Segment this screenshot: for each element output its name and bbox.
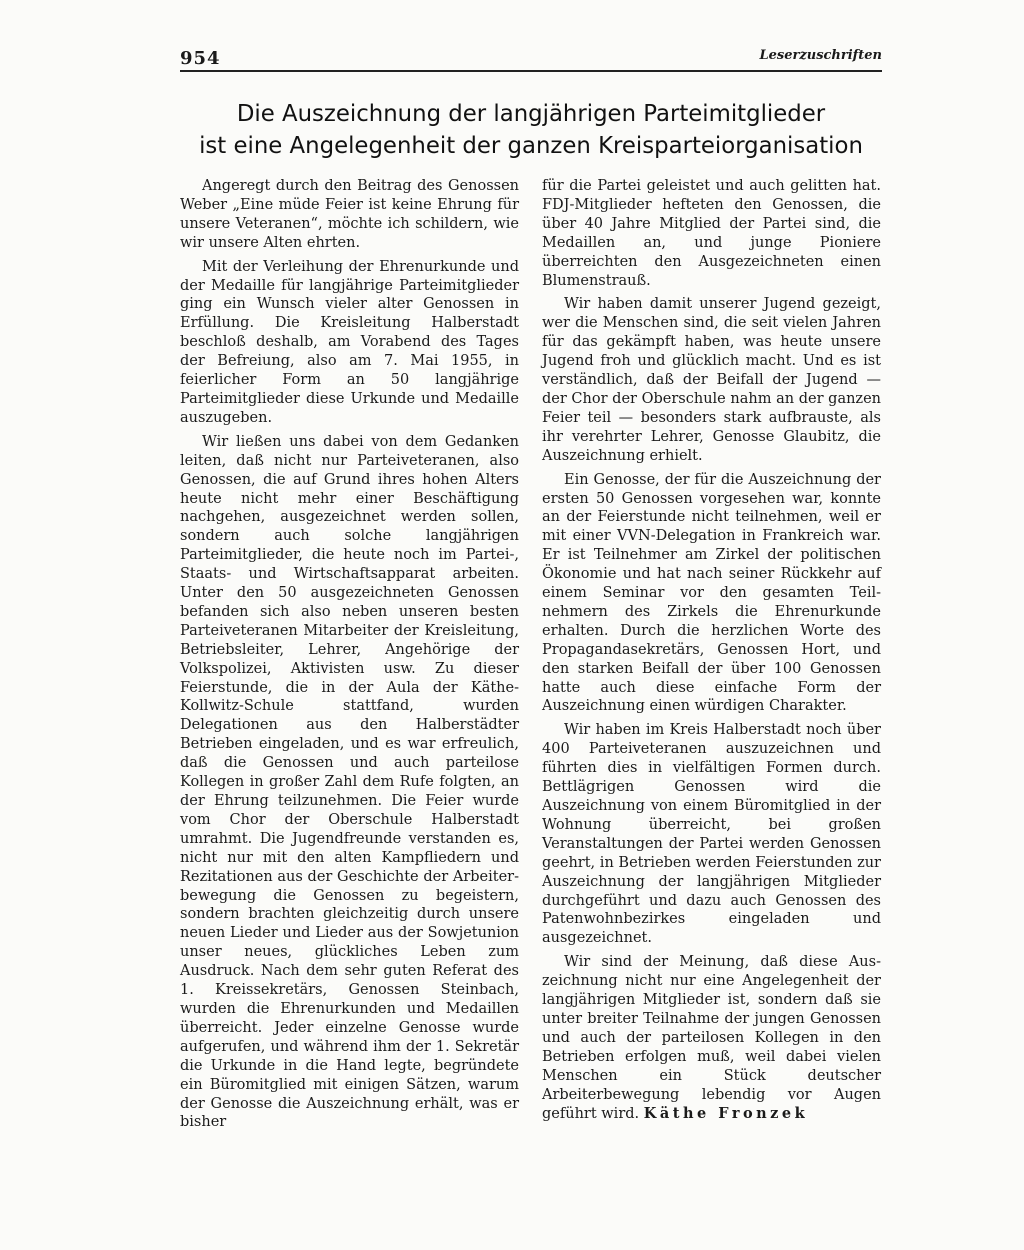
page-number: 954 <box>180 48 221 69</box>
left-column <box>180 177 519 1137</box>
paragraph: Wir haben im Kreis Halberstadt noch über 400 Parteiveteranen auszuzeichnen und führten dies in vielfältigen Formen durch. Bettlägrigen Genossen wird die Auszeichnung von einem Büromitglied in der Wohnung überreicht, bei großen Veranstaltungen der Partei werden Genossen geehrt, in Betrieben werden Feierstunden zur Auszeichnung der langjährigen Mitglieder durchgeführt und dazu auch Genossen des Patenwohnbezirkes eingeladen und ausgezeichnet. <box>542 722 881 947</box>
right-column <box>542 177 881 1128</box>
paragraph: Ein Genosse, der für die Auszeichnung der ersten 50 Genossen vorgesehen war, konnte an der Feierstunde nicht teilnehmen, weil er mit einer VVN-Delegation in Frankreich war. Er ist Teilnehmer am Zirkel der politischen Ökonomie und hat nach seiner Rückkehr auf einem Seminar vor den gesamten Teilnehmern des Zirkels die Ehrenurkunde erhalten. Durch die herzlichen Worte des Propagandasekretärs, Genossen Hort, und den starken Beifall der über 100 Genossen hatte auch diese einfache Form der Auszeichnung einen würdigen Charakter. <box>542 471 881 715</box>
paragraph: Mit der Verleihung der Ehrenurkunde und der Medaille für langjährige Parteimitglieder ging ein Wunsch vieler alter Genossen in Erfüllung. Die Kreisleitung Halberstadt beschloß deshalb, am Vorabend des Tages der Befreiung, also am 7. Mai 1955, in feierlicher Form an 50 langjährige Parteimitglieder diese Urkunde und Medaille auszugeben. <box>180 258 519 426</box>
header-rule <box>180 70 882 72</box>
paragraph: Wir haben damit unserer Jugend gezeigt, wer die Menschen sind, die seit vielen Jahren für das gekämpft haben, was heute unsere Jugend froh und glücklich macht. Und es ist verständlich, daß der Beifall der Jugend — der Chor der Oberschule nahm an der ganzen Feier teil — besonders stark aufbrauste, als ihr verehrter Lehrer, Genosse Glaubitz, die Auszeichnung erhielt. <box>542 296 881 464</box>
paragraph: Wir ließen uns dabei von dem Gedanken leiten, daß nicht nur Parteiveteranen, also Genossen, die auf Grund ihres hohen Alters heute nicht mehr einer Beschäftigung nachgehen, ausgezeichnet werden sollen, sondern auch solche langjährigen Parteimitglieder, die heute noch im Partei-, Staats- und Wirtschaftsapparat arbeiten. Unter den 50 ausgezeichneten Genossen befanden sich also neben unseren besten Parteiveteranen Mitarbeiter der Kreisleitung, Betriebsleiter, Lehrer, Angehörige der Volkspolizei, Aktivisten usw. Zu dieser Feierstunde, die in der Aula der Käthe-Kollwitz-Schule stattfand, wurden Delegationen aus den Halberstädter Betrieben eingeladen, und es war erfreulich, daß die Genossen und auch parteilose Kollegen in großer Zahl dem Rufe folgten, an der Ehrung teilzunehmen. Die Feier wurde vom Chor der Oberschule Halberstadt umrahmt. Die Jugendfreunde verstanden es, nicht nur mit den alten Kampfliedern und Rezitationen aus der Geschichte der Arbeiterbewegung die Genossen zu begeistern, sondern brachten gleichzeitig durch unsere neuen Lieder und Lieder aus der Sowjetunion unser neues, glückliches Leben zum Ausdruck. Nach dem sehr guten Referat des 1. Kreissekretärs, Genossen Steinbach, wurden die Ehrenurkunden und Medaillen überreicht. Jeder einzelne Genosse wurde aufgerufen, und während ihm der 1. Sekretär die Urkunde in die Hand legte, begründete ein Büromitglied mit einigen Sätzen, warum der Genosse die Auszeichnung erhält, was er bisher <box>180 433 519 1131</box>
section-label: Leserzuschriften <box>759 48 882 63</box>
article-title <box>180 98 882 162</box>
title-line-1: Die Auszeichnung der langjährigen Parteimitglieder <box>236 101 826 127</box>
paragraph: Angeregt durch den Beitrag des Genossen Weber „Eine müde Feier ist keine Ehrung für unsere Veteranen“, möchte ich schildern, wie wir unsere Alten ehrten. <box>180 178 519 251</box>
author-signature: Käthe Fronzek <box>643 1104 809 1122</box>
paragraph-text: Wir sind der Meinung, daß diese Auszeichnung nicht nur eine Angelegenheit der langjährigen Mitglieder ist, sondern daß sie unter breiter Teilnahme der jungen Genossen und auch der parteilosen Kollegen in den Betrieben erfolgen muß, weil dabei vielen Menschen ein Stück deutscher Arbeiterbewegung lebendig vor Augen geführt wird. <box>542 954 881 1122</box>
title-line-2: ist eine Angelegenheit der ganzen Kreisparteiorganisation <box>199 133 863 159</box>
final-paragraph <box>542 953 881 1123</box>
paragraph-continued: für die Partei geleistet und auch gelitten hat. FDJ-Mitglieder hefteten den Genossen, die über 40 Jahre Mitglied der Partei sind, die Medaillen an, und junge Pioniere überreichten den Ausgezeichneten einen Blumenstrauß. <box>542 178 881 289</box>
